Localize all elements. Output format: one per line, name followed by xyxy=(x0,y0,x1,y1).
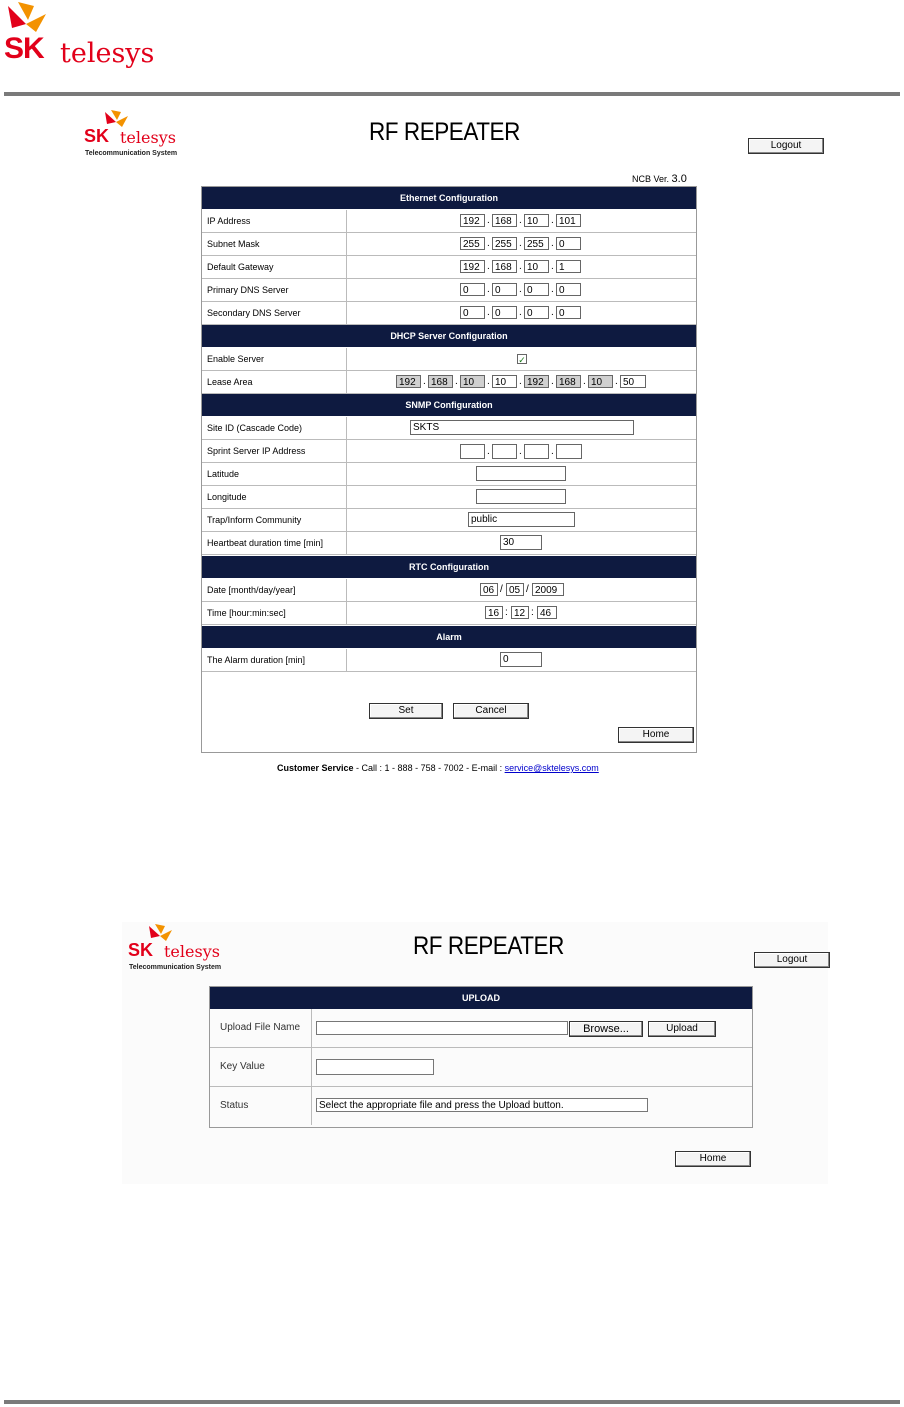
alarm-duration-input[interactable]: 0 xyxy=(500,652,542,667)
upload-button[interactable]: Upload xyxy=(648,1021,716,1037)
logo-telesys-text: telesys xyxy=(120,128,176,147)
lease-end-octet-1-input: 192 xyxy=(524,375,549,388)
alarm-duration-label: The Alarm duration [min] xyxy=(207,655,306,665)
home-button[interactable]: Home xyxy=(675,1151,751,1167)
date-month-input[interactable]: 06 xyxy=(480,583,498,596)
primary-dns-label: Primary DNS Server xyxy=(207,285,289,295)
dns2-octet-1-input[interactable]: 0 xyxy=(460,306,485,319)
logo-subtitle: Telecommunication System xyxy=(85,150,178,157)
enable-server-label: Enable Server xyxy=(207,354,265,364)
ncb-version xyxy=(632,173,687,185)
logo-sk-text: SK xyxy=(128,940,154,960)
subnet-octet-3-input[interactable]: 255 xyxy=(524,237,549,250)
set-button[interactable]: Set xyxy=(369,703,443,719)
key-value-label: Key Value xyxy=(220,1061,265,1072)
longitude-row xyxy=(202,486,696,509)
browse-button[interactable]: Browse... xyxy=(569,1021,643,1037)
app-logo xyxy=(84,110,199,160)
cancel-button[interactable]: Cancel xyxy=(453,703,529,719)
primary-dns-row: Primary DNS Server 0 . 0 . 0 . 0 xyxy=(202,279,696,302)
upload-file-input[interactable] xyxy=(316,1021,568,1035)
latitude-input[interactable] xyxy=(476,466,566,481)
alarm-duration-row xyxy=(202,649,696,672)
dns1-octet-4-input[interactable]: 0 xyxy=(556,283,581,296)
version-value: 3.0 xyxy=(671,173,687,185)
latitude-label: Latitude xyxy=(207,469,240,479)
longitude-label: Longitude xyxy=(207,492,247,502)
home-button[interactable]: Home xyxy=(618,727,694,743)
trap-community-row xyxy=(202,509,696,532)
logo-sk-text: SK xyxy=(4,32,44,65)
rtc-section-header: RTC Configuration xyxy=(202,556,696,578)
lease-end-octet-3-input: 10 xyxy=(588,375,613,388)
upload-page-title: RF REPEATER xyxy=(413,932,564,960)
logo-subtitle: Telecommunication System xyxy=(129,964,222,971)
sprint-server-ip-row: Sprint Server IP Address . . . xyxy=(202,440,696,463)
site-id-input[interactable]: SKTS xyxy=(410,420,634,435)
sprint-ip-octet-3-input[interactable] xyxy=(524,444,549,459)
document-top-rule xyxy=(4,92,900,96)
gateway-octet-3-input[interactable]: 10 xyxy=(524,260,549,273)
snmp-section-header: SNMP Configuration xyxy=(202,394,696,416)
default-gateway-label: Default Gateway xyxy=(207,262,274,272)
sprint-ip-octet-4-input[interactable] xyxy=(556,444,582,459)
lease-start-octet-1-input: 192 xyxy=(396,375,421,388)
logout-button[interactable]: Logout xyxy=(748,138,824,154)
app-logo xyxy=(128,924,243,974)
time-label: Time [hour:min:sec] xyxy=(207,608,286,618)
sprint-ip-octet-1-input[interactable] xyxy=(460,444,485,459)
dhcp-section-header: DHCP Server Configuration xyxy=(202,325,696,347)
enable-server-row xyxy=(202,348,696,371)
time-minute-input[interactable]: 12 xyxy=(511,606,529,619)
gateway-octet-1-input[interactable]: 192 xyxy=(460,260,485,273)
alarm-section-header: Alarm xyxy=(202,626,696,648)
lease-end-octet-4-input[interactable]: 50 xyxy=(620,375,646,388)
dns2-octet-2-input[interactable]: 0 xyxy=(492,306,517,319)
logo-telesys-text: telesys xyxy=(164,942,220,961)
ip-octet-3-input[interactable]: 10 xyxy=(524,214,549,227)
configuration-panel xyxy=(201,186,697,753)
subnet-octet-2-input[interactable]: 255 xyxy=(492,237,517,250)
document-bottom-rule xyxy=(4,1400,900,1404)
sprint-server-ip-label: Sprint Server IP Address xyxy=(207,446,306,456)
time-second-input[interactable]: 46 xyxy=(537,606,557,619)
heartbeat-label: Heartbeat duration time [min] xyxy=(207,538,324,548)
site-id-label: Site ID (Cascade Code) xyxy=(207,423,303,433)
page-title: RF REPEATER xyxy=(369,118,520,146)
gateway-octet-2-input[interactable]: 168 xyxy=(492,260,517,273)
ethernet-section-header: Ethernet Configuration xyxy=(202,187,696,209)
trap-community-label: Trap/Inform Community xyxy=(207,515,302,525)
subnet-octet-4-input[interactable]: 0 xyxy=(556,237,581,250)
trap-community-input[interactable]: public xyxy=(468,512,575,527)
dns2-octet-4-input[interactable]: 0 xyxy=(556,306,581,319)
dns2-octet-3-input[interactable]: 0 xyxy=(524,306,549,319)
heartbeat-input[interactable]: 30 xyxy=(500,535,542,550)
default-gateway-row: Default Gateway 192 . 168 . 10 . 1 xyxy=(202,256,696,279)
logout-button[interactable]: Logout xyxy=(754,952,830,968)
subnet-octet-1-input[interactable]: 255 xyxy=(460,237,485,250)
key-value-row xyxy=(210,1048,752,1087)
time-hour-input[interactable]: 16 xyxy=(485,606,503,619)
upload-header: UPLOAD xyxy=(210,987,752,1009)
status-field: Select the appropriate file and press the Upload button. xyxy=(316,1098,648,1112)
subnet-mask-label: Subnet Mask xyxy=(207,239,260,249)
document-logo xyxy=(4,2,164,74)
version-label: NCB Ver. xyxy=(632,174,670,184)
customer-service-label: Customer Service xyxy=(277,763,354,773)
date-day-input[interactable]: 05 xyxy=(506,583,524,596)
lease-end-octet-2-input: 168 xyxy=(556,375,581,388)
logo-telesys-text: telesys xyxy=(60,38,155,69)
secondary-dns-label: Secondary DNS Server xyxy=(207,308,301,318)
longitude-input[interactable] xyxy=(476,489,566,504)
site-id-row xyxy=(202,417,696,440)
latitude-row xyxy=(202,463,696,486)
status-label: Status xyxy=(220,1100,249,1111)
upload-file-label: Upload File Name xyxy=(220,1022,301,1033)
date-year-input[interactable]: 2009 xyxy=(532,583,564,596)
gateway-octet-4-input[interactable]: 1 xyxy=(556,260,581,273)
subnet-mask-row: Subnet Mask 255 . 255 . 255 . 0 xyxy=(202,233,696,256)
dns1-octet-3-input[interactable]: 0 xyxy=(524,283,549,296)
secondary-dns-row: Secondary DNS Server 0 . 0 . 0 . 0 xyxy=(202,302,696,325)
call-number: - Call : 1 - 888 - 758 - 7002 - E-mail : xyxy=(353,763,505,773)
date-row: Date [month/day/year] 06 / 05 / 2009 xyxy=(202,579,696,602)
ip-address-label: IP Address xyxy=(207,216,251,226)
enable-server-checkbox[interactable]: ✓ xyxy=(518,355,526,365)
customer-service-footer xyxy=(277,763,599,773)
logo-sk-text: SK xyxy=(84,126,110,146)
upload-panel xyxy=(209,986,753,1128)
heartbeat-row xyxy=(202,532,696,555)
dns1-octet-1-input[interactable]: 0 xyxy=(460,283,485,296)
ip-octet-1-input[interactable]: 192 xyxy=(460,214,485,227)
key-value-input[interactable] xyxy=(316,1059,434,1075)
ip-address-row: IP Address 192 . 168 . 10 . 101 xyxy=(202,210,696,233)
ip-octet-2-input[interactable]: 168 xyxy=(492,214,517,227)
time-row: Time [hour:min:sec] 16 : 12 : 46 xyxy=(202,602,696,625)
lease-start-octet-2-input: 168 xyxy=(428,375,453,388)
lease-start-octet-3-input: 10 xyxy=(460,375,485,388)
lease-start-octet-4-input[interactable]: 10 xyxy=(492,375,517,388)
sprint-ip-octet-2-input[interactable] xyxy=(492,444,517,459)
lease-area-label: Lease Area xyxy=(207,377,253,387)
upload-file-row xyxy=(210,1009,752,1048)
status-row xyxy=(210,1087,752,1125)
lease-area-row: Lease Area 192 . 168 . 10 . 10 . 192 . 168 . 10 . 50 xyxy=(202,371,696,394)
email-link[interactable]: service@sktelesys.com xyxy=(504,763,599,773)
date-label: Date [month/day/year] xyxy=(207,585,296,595)
dns1-octet-2-input[interactable]: 0 xyxy=(492,283,517,296)
ip-octet-4-input[interactable]: 101 xyxy=(556,214,581,227)
